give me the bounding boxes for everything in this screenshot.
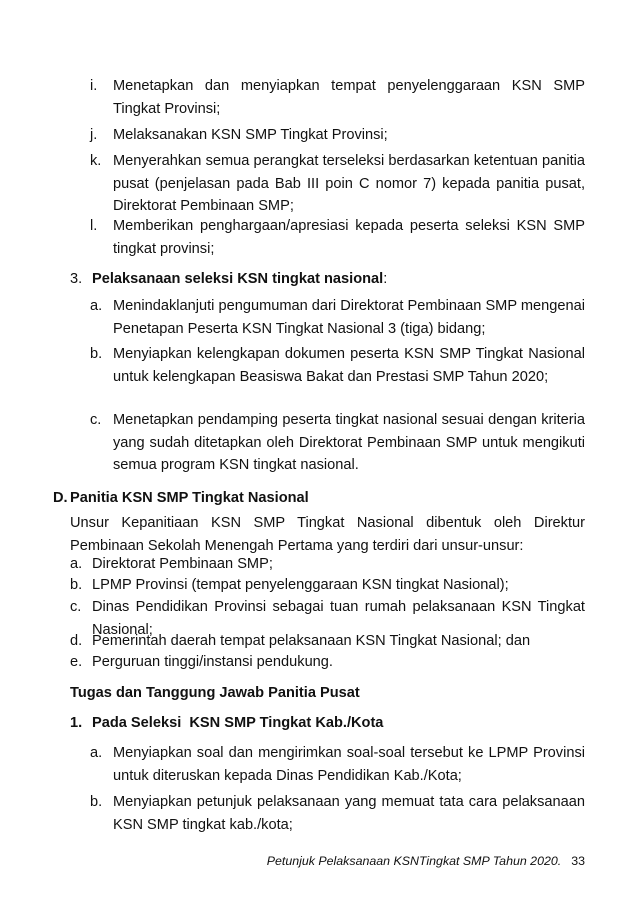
section-1-item-b (90, 791, 585, 836)
section-1-item-a (90, 742, 585, 787)
page-number: 33 (571, 854, 585, 868)
section-d-item-e (70, 651, 585, 674)
list-text: Perguruan tinggi/instansi pendukung. (92, 654, 333, 670)
list-marker: b. (90, 794, 103, 810)
list-text: Menetapkan pendamping peserta tingkat nasional sesuai dengan kriteria yang sudah ditetapkan oleh Direktorat Pembinaan SMP untuk mengikuti semua program KSN tingkat nasional. (113, 412, 585, 473)
list-text: Menyerahkan semua perangkat terseleksi berdasarkan ketentuan panitia pusat (penjelasan pada Bab III poin C nomor 7) kepada panitia pusat, Direktorat Pembinaan SMP; (113, 153, 585, 214)
list-marker: d. (70, 633, 83, 649)
section-3-item-a (90, 295, 585, 340)
list-item-l (90, 215, 585, 260)
list-text: Menyiapkan soal dan mengirimkan soal-soal tersebut ke LPMP Provinsi untuk diteruskan kepada Dinas Pendidikan Kab./Kota; (113, 745, 585, 784)
section-title: Pelaksanaan seleksi KSN tingkat nasional (92, 271, 384, 287)
list-item-j (90, 124, 585, 147)
footer-text: Petunjuk Pelaksanaan KSNTingkat SMP Tahun 2020. (266, 854, 562, 868)
list-marker: b. (70, 577, 83, 593)
list-marker: a. (90, 745, 103, 761)
section-d-item-a (70, 553, 585, 576)
list-text: Direktorat Pembinaan SMP; (92, 556, 273, 572)
list-marker: c. (90, 412, 102, 428)
section-number: 1. (70, 715, 83, 731)
list-marker: a. (70, 556, 83, 572)
list-marker: k. (90, 153, 102, 169)
list-text: Menyiapkan petunjuk pelaksanaan yang memuat tata cara pelaksanaan KSN SMP tingkat kab./kota; (113, 794, 585, 833)
list-marker: i. (90, 78, 98, 94)
subheading-tugas: Tugas dan Tanggung Jawab Panitia Pusat (70, 685, 360, 701)
list-text: Memberikan penghargaan/apresiasi kepada peserta seleksi KSN SMP tingkat provinsi; (113, 218, 585, 257)
list-marker: e. (70, 654, 83, 670)
list-text: Menyiapkan kelengkapan dokumen peserta KSN SMP Tingkat Nasional untuk kelengkapan Beasiswa Bakat dan Prestasi SMP Tahun 2020; (113, 346, 585, 385)
section-d-heading (53, 487, 585, 510)
list-text: Menindaklanjuti pengumuman dari Direktorat Pembinaan SMP mengenai Penetapan Peserta KSN Tingkat Nasional 3 (tiga) bidang; (113, 298, 585, 337)
list-item-i (90, 75, 585, 120)
list-marker: a. (90, 298, 103, 314)
list-marker: j. (90, 127, 98, 143)
section-3-item-b (90, 343, 585, 388)
section-3-heading (70, 268, 585, 291)
section-3-item-c (90, 409, 585, 477)
section-title: Pada Seleksi KSN SMP Tingkat Kab./Kota (92, 715, 384, 731)
section-d-item-d (70, 630, 585, 653)
section-d-paragraph: Unsur Kepanitiaan KSN SMP Tingkat Nasional dibentuk oleh Direktur Pembinaan Sekolah Menengah Pertama yang terdiri dari unsur-unsur: (70, 515, 585, 554)
list-text: Pemerintah daerah tempat pelaksanaan KSN Tingkat Nasional; dan (92, 633, 531, 649)
section-marker: D. (53, 490, 68, 506)
list-text: LPMP Provinsi (tempat penyelenggaraan KSN tingkat Nasional); (92, 577, 509, 593)
section-number: 3. (70, 271, 83, 287)
list-text: Melaksanakan KSN SMP Tingkat Provinsi; (113, 127, 388, 143)
list-item-k (90, 150, 585, 218)
list-marker: b. (90, 346, 103, 362)
page-footer (267, 850, 585, 873)
list-text: Dinas Pendidikan Provinsi sebagai tuan rumah pelaksanaan KSN Tingkat Nasional; (92, 599, 585, 638)
list-marker: l. (90, 218, 98, 234)
section-1-heading (70, 712, 585, 735)
list-text: Menetapkan dan menyiapkan tempat penyelenggaraan KSN SMP Tingkat Provinsi; (113, 78, 585, 117)
section-d-item-b (70, 574, 585, 597)
list-marker: c. (70, 599, 82, 615)
section-title: Panitia KSN SMP Tingkat Nasional (70, 490, 309, 506)
section-colon: : (383, 271, 388, 287)
